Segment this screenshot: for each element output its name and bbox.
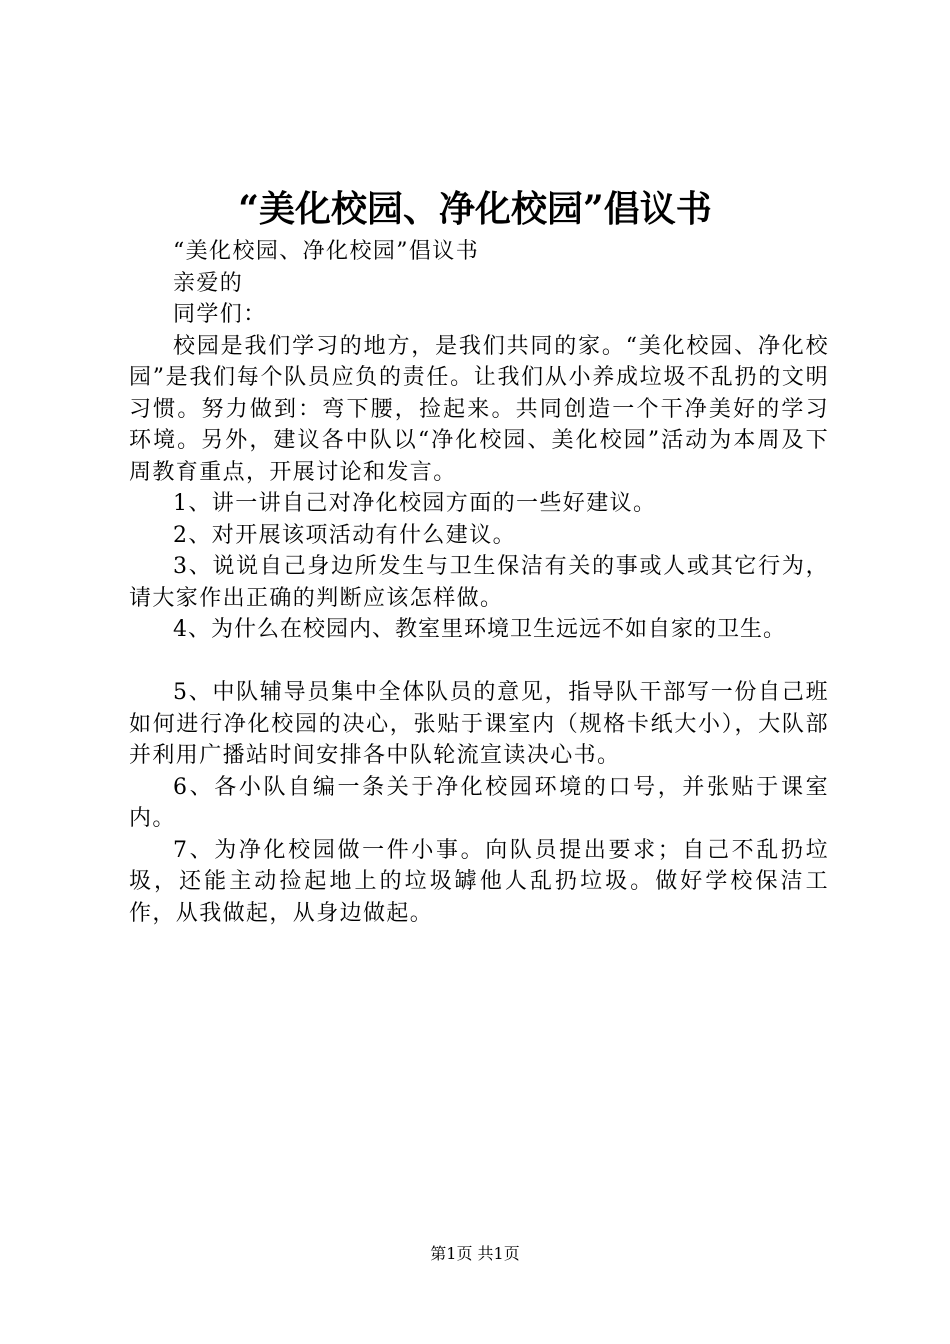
document-title: “美化校园、净化校园”倡议书 [238, 188, 712, 230]
item-7-paragraph: 7、为净化校园做一件小事。向队员提出要求；自己不乱扔垃圾，还能主动捡起地上的垃圾罅他人乱扔垃圾。做好学校保洁工作，从我做起，从身边做起。 [129, 837, 829, 926]
item-4-paragraph: 4、为什么在校园内、教室里环境卫生远远不如自家的卫生。 [173, 617, 786, 642]
item-3-paragraph: 3、说说自己身边所发生与卫生保洁有关的事或人或其它行为，请大家作出正确的判断应该怎样做。 [129, 554, 829, 611]
item-1-paragraph: 1、讲一讲自己对净化校园方面的一些好建议。 [173, 491, 657, 516]
blank-line [129, 646, 829, 678]
salutation-line-1: 亲爱的 [173, 270, 244, 296]
page-footer: 第1页 共1页 [430, 1244, 520, 1263]
subtitle-paragraph: “美化校园、净化校园”倡议书 [173, 239, 480, 264]
item-6-paragraph: 6、各小队自编一条关于净化校园环境的口号，并张贴于课室内。 [129, 774, 829, 831]
document-body [129, 236, 829, 929]
item-5-paragraph: 5、中队辅导员集中全体队员的意见，指导队干部写一份自己班如何进行净化校园的决心，张贴于课室内（规格卡纸大小），大队部并利用广播站时间安排各中队轮流宣读决心书。 [129, 680, 829, 768]
intro-paragraph: 校园是我们学习的地方，是我们共同的家。“美化校园、净化校园”是我们每个队员应负的责任。让我们从小养成垃圾不乱扔的文明习惯。努力做到：弯下腰，捡起来。共同创造一个干净美好的学习环境。另外，建议各中队以“净化校园、美化校园”活动为本周及下周教育重点，开展讨论和发言。 [129, 333, 829, 485]
item-2-paragraph: 2、对开展该项活动有什么建议。 [173, 522, 516, 548]
salutation-line-2: 同学们： [173, 302, 267, 327]
